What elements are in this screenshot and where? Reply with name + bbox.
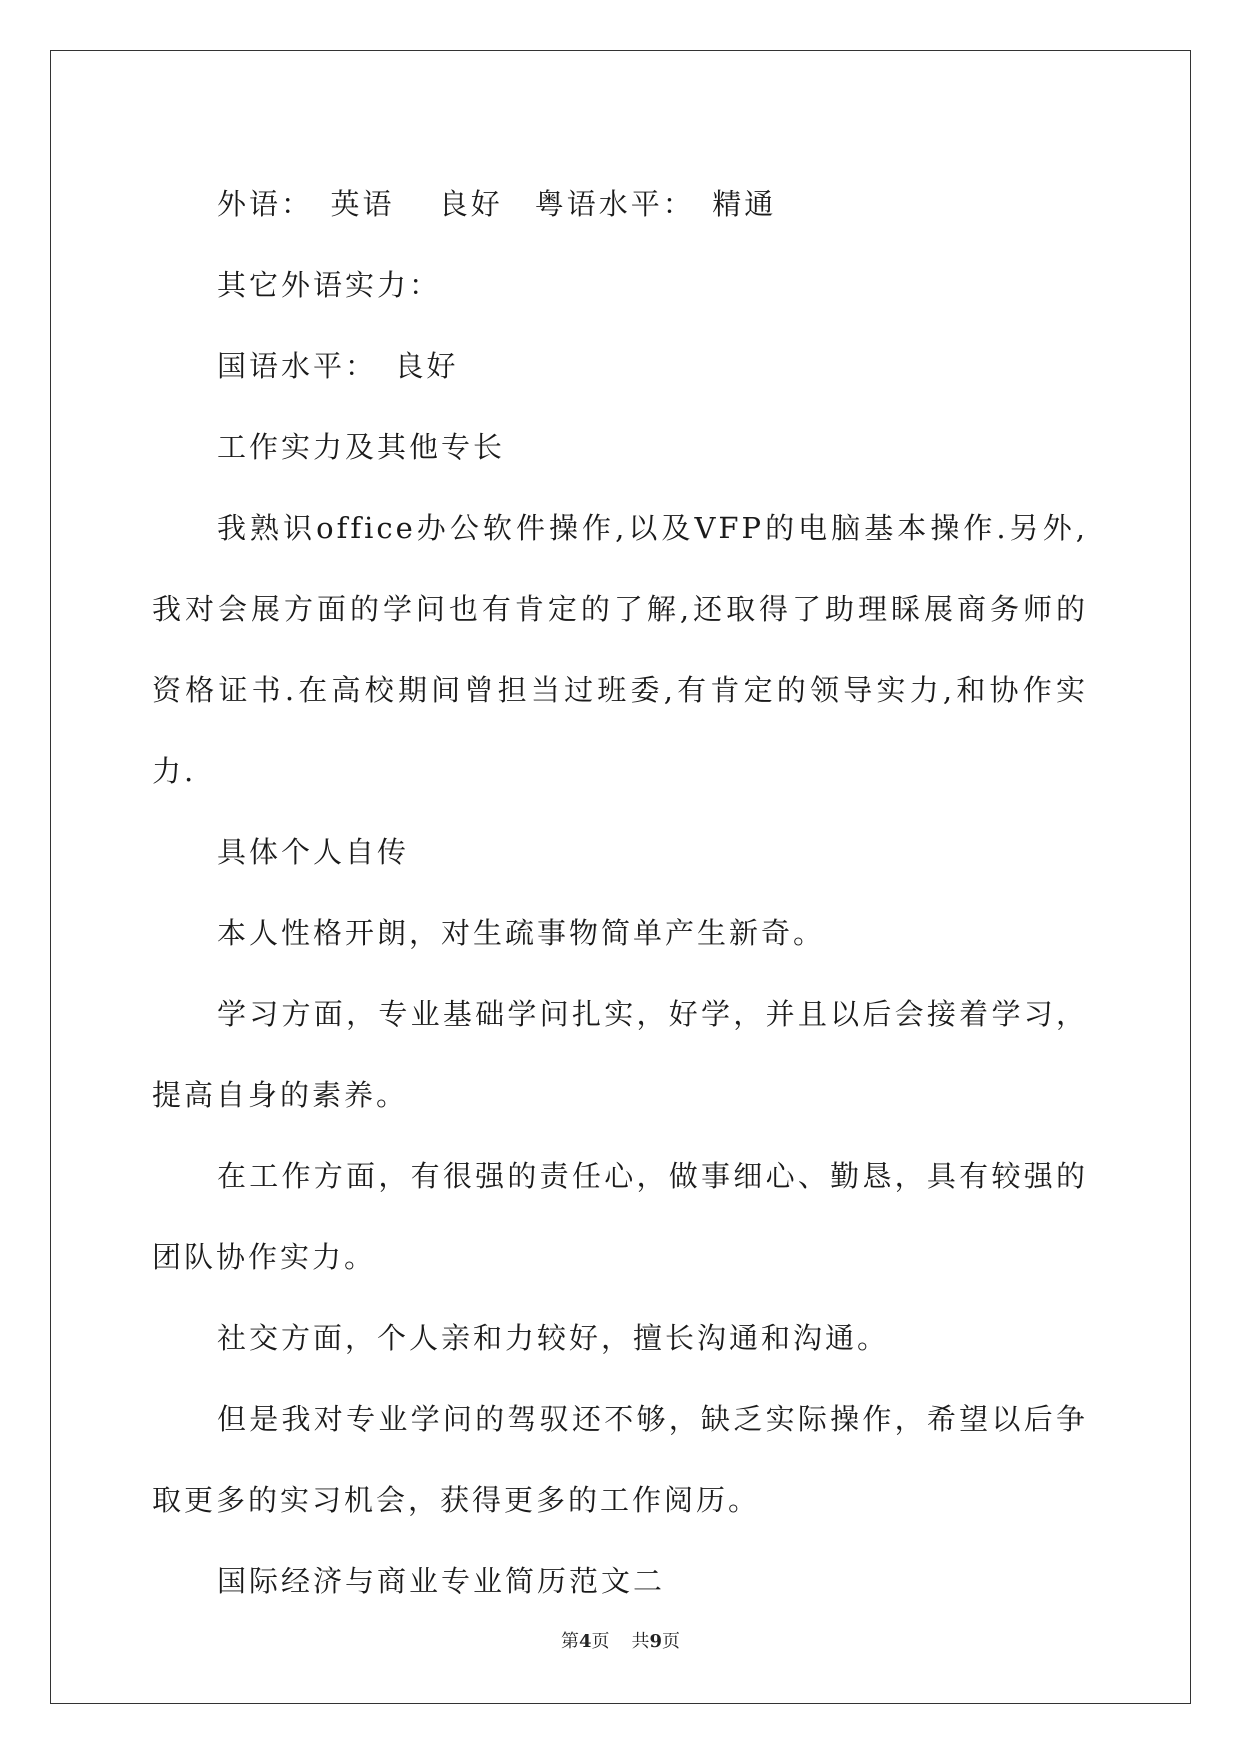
document-body (152, 164, 1088, 1622)
skills-paragraph: 我熟识office办公软件操作,以及VFP的电脑基本操作.另外,我对会展方面的学问也有肯定的了解,还取得了助理睬展商务师的资格证书.在高校期间曾担当过班委,有肯定的领导实力,和协作实力. (152, 511, 1088, 788)
footer-total-unit: 页 (662, 1631, 681, 1652)
footer-total-prefix: 共 (631, 1631, 650, 1652)
total-pages-number: 9 (649, 1631, 663, 1652)
section-heading-sample-two: 国际经济与商业专业简历范文二 (217, 1564, 666, 1598)
footer-prefix: 第 (560, 1631, 579, 1652)
personality-paragraph: 本人性格开朗，对生疏事物简单产生新奇。 (217, 916, 826, 950)
section-heading-biography: 具体个人自传 (217, 835, 410, 869)
language-line: 外语： 英语 良好 粤语水平： 精通 (217, 187, 777, 221)
work-paragraph: 在工作方面，有很强的责任心，做事细心、勤恳，具有较强的团队协作实力。 (152, 1159, 1088, 1274)
footer-page-unit: 页 (591, 1631, 610, 1652)
social-paragraph: 社交方面，个人亲和力较好，擅长沟通和沟通。 (217, 1321, 890, 1355)
study-paragraph: 学习方面，专业基础学问扎实，好学，并且以后会接着学习，提高自身的素养。 (152, 997, 1088, 1112)
other-languages-line: 其它外语实力： (217, 268, 442, 302)
current-page-number: 4 (578, 1631, 592, 1652)
section-heading-skills: 工作实力及其他专长 (217, 430, 506, 464)
weakness-paragraph: 但是我对专业学问的驾驭还不够，缺乏实际操作，希望以后争取更多的实习机会，获得更多的工作阅历。 (152, 1402, 1088, 1517)
page-footer (0, 1627, 1241, 1653)
mandarin-line: 国语水平： 良好 (217, 349, 459, 383)
